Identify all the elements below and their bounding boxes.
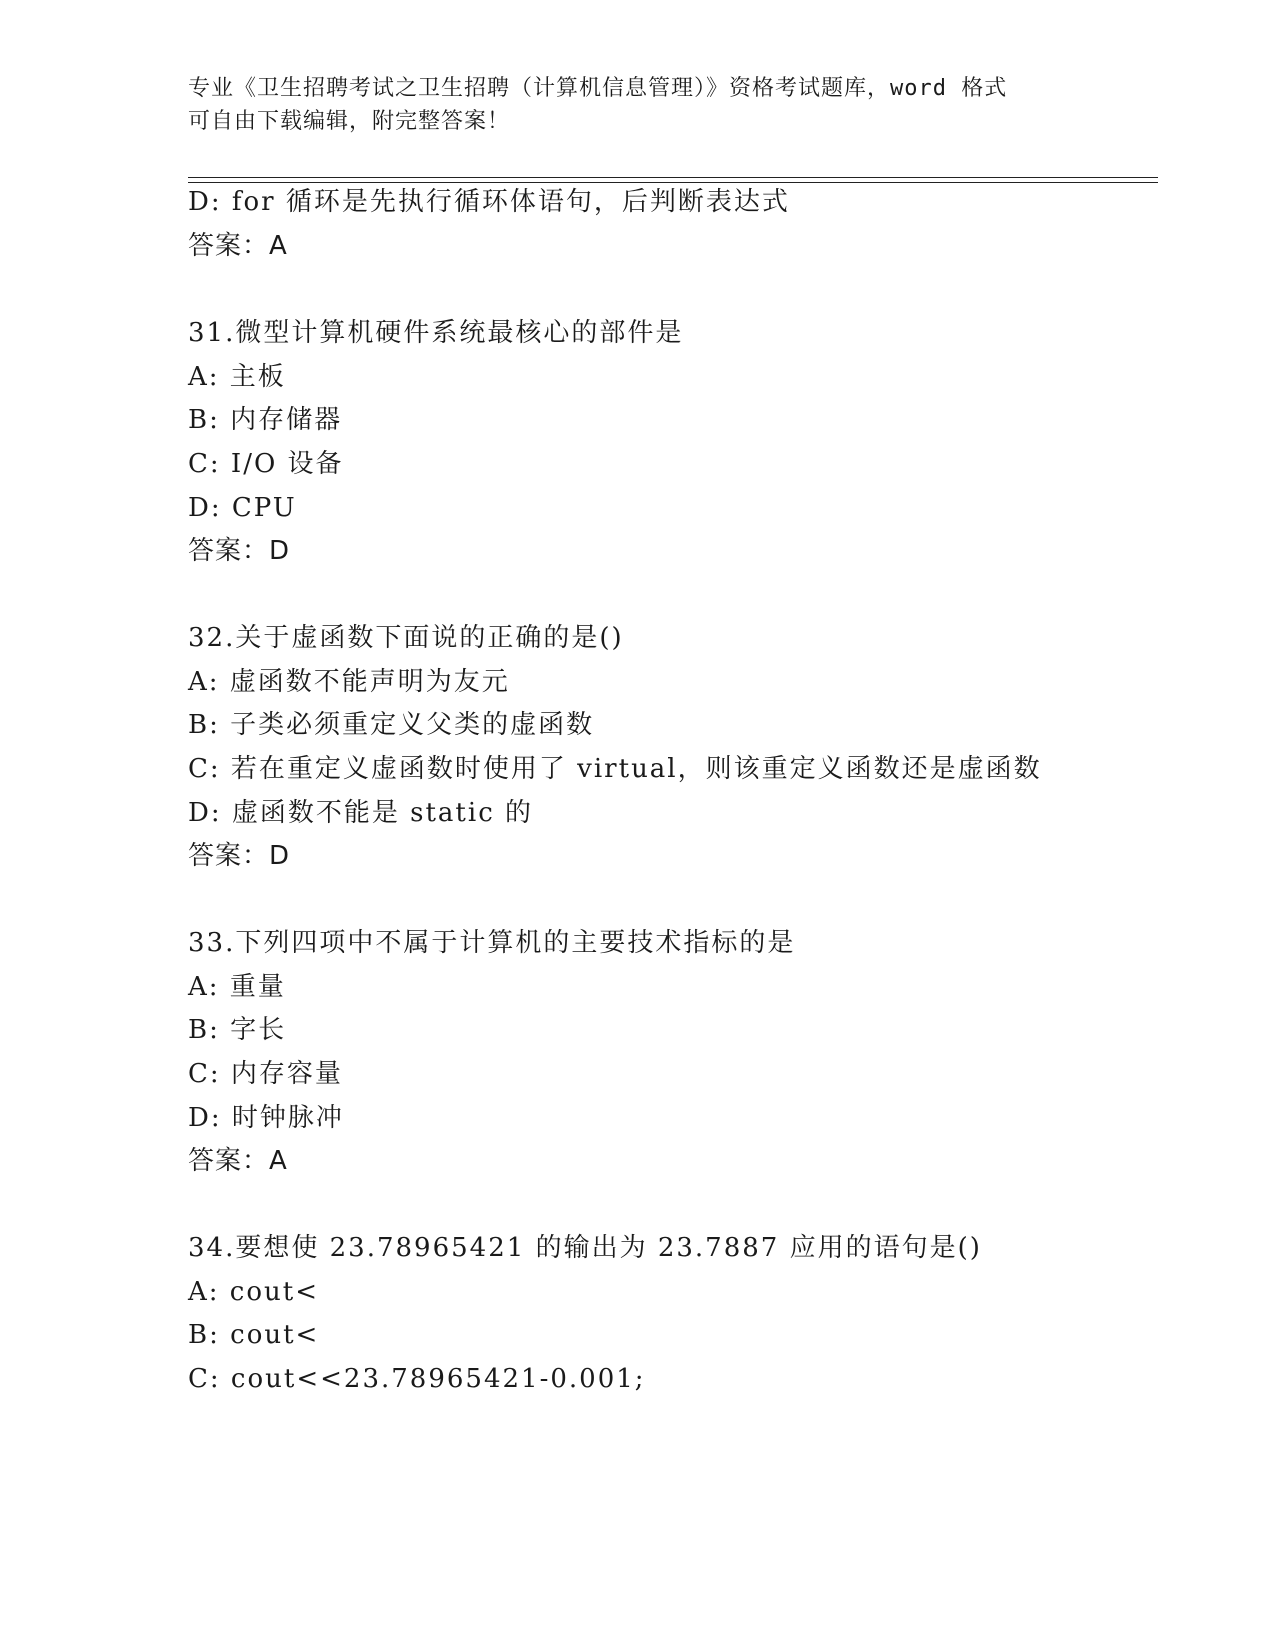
- q33-option-b: B: 字长: [188, 1015, 287, 1045]
- q32-answer: 答案：D: [188, 841, 291, 871]
- q33-option-d: D: 时钟脉冲: [188, 1103, 344, 1133]
- q31-stem: 31.微型计算机硬件系统最核心的部件是: [188, 318, 684, 348]
- q33-option-a: A: 重量: [188, 972, 286, 1002]
- header-line-1: 专业《卫生招聘考试之卫生招聘（计算机信息管理）》资格考试题库，word 格式: [188, 76, 1008, 101]
- q30-answer: 答案：A: [188, 231, 288, 261]
- q31-answer: 答案：D: [188, 536, 291, 566]
- q34-option-c: C: cout<<23.78965421-0.001;: [188, 1364, 646, 1394]
- q33-option-c: C: 内存容量: [188, 1059, 343, 1089]
- header-divider-top: [188, 177, 1158, 178]
- q32-option-b: B: 子类必须重定义父类的虚函数: [188, 710, 595, 740]
- q32-option-c: C: 若在重定义虚函数时使用了 virtual，则该重定义函数还是虚函数: [188, 754, 1042, 784]
- q33-stem: 33.下列四项中不属于计算机的主要技术指标的是: [188, 928, 796, 958]
- q31-option-b: B: 内存储器: [188, 405, 343, 435]
- q31-option-c: C: I/O 设备: [188, 449, 344, 479]
- q34-option-a: A: cout<: [188, 1277, 319, 1307]
- q32-option-d: D: 虚函数不能是 static 的: [188, 798, 534, 828]
- q31-option-a: A: 主板: [188, 362, 286, 392]
- q30-option-d: D: for 循环是先执行循环体语句，后判断表达式: [188, 187, 790, 217]
- document-header: [188, 72, 1088, 138]
- q33-answer: 答案：A: [188, 1146, 288, 1176]
- header-line-2: 可自由下载编辑，附完整答案！: [188, 109, 511, 134]
- q34-stem: 34.要想使 23.78965421 的输出为 23.7887 应用的语句是(): [188, 1233, 982, 1263]
- q34-option-b: B: cout<: [188, 1320, 320, 1350]
- q31-option-d: D: CPU: [188, 493, 297, 523]
- q32-option-a: A: 虚函数不能声明为友元: [188, 667, 510, 697]
- q32-stem: 32.关于虚函数下面说的正确的是(): [188, 623, 624, 653]
